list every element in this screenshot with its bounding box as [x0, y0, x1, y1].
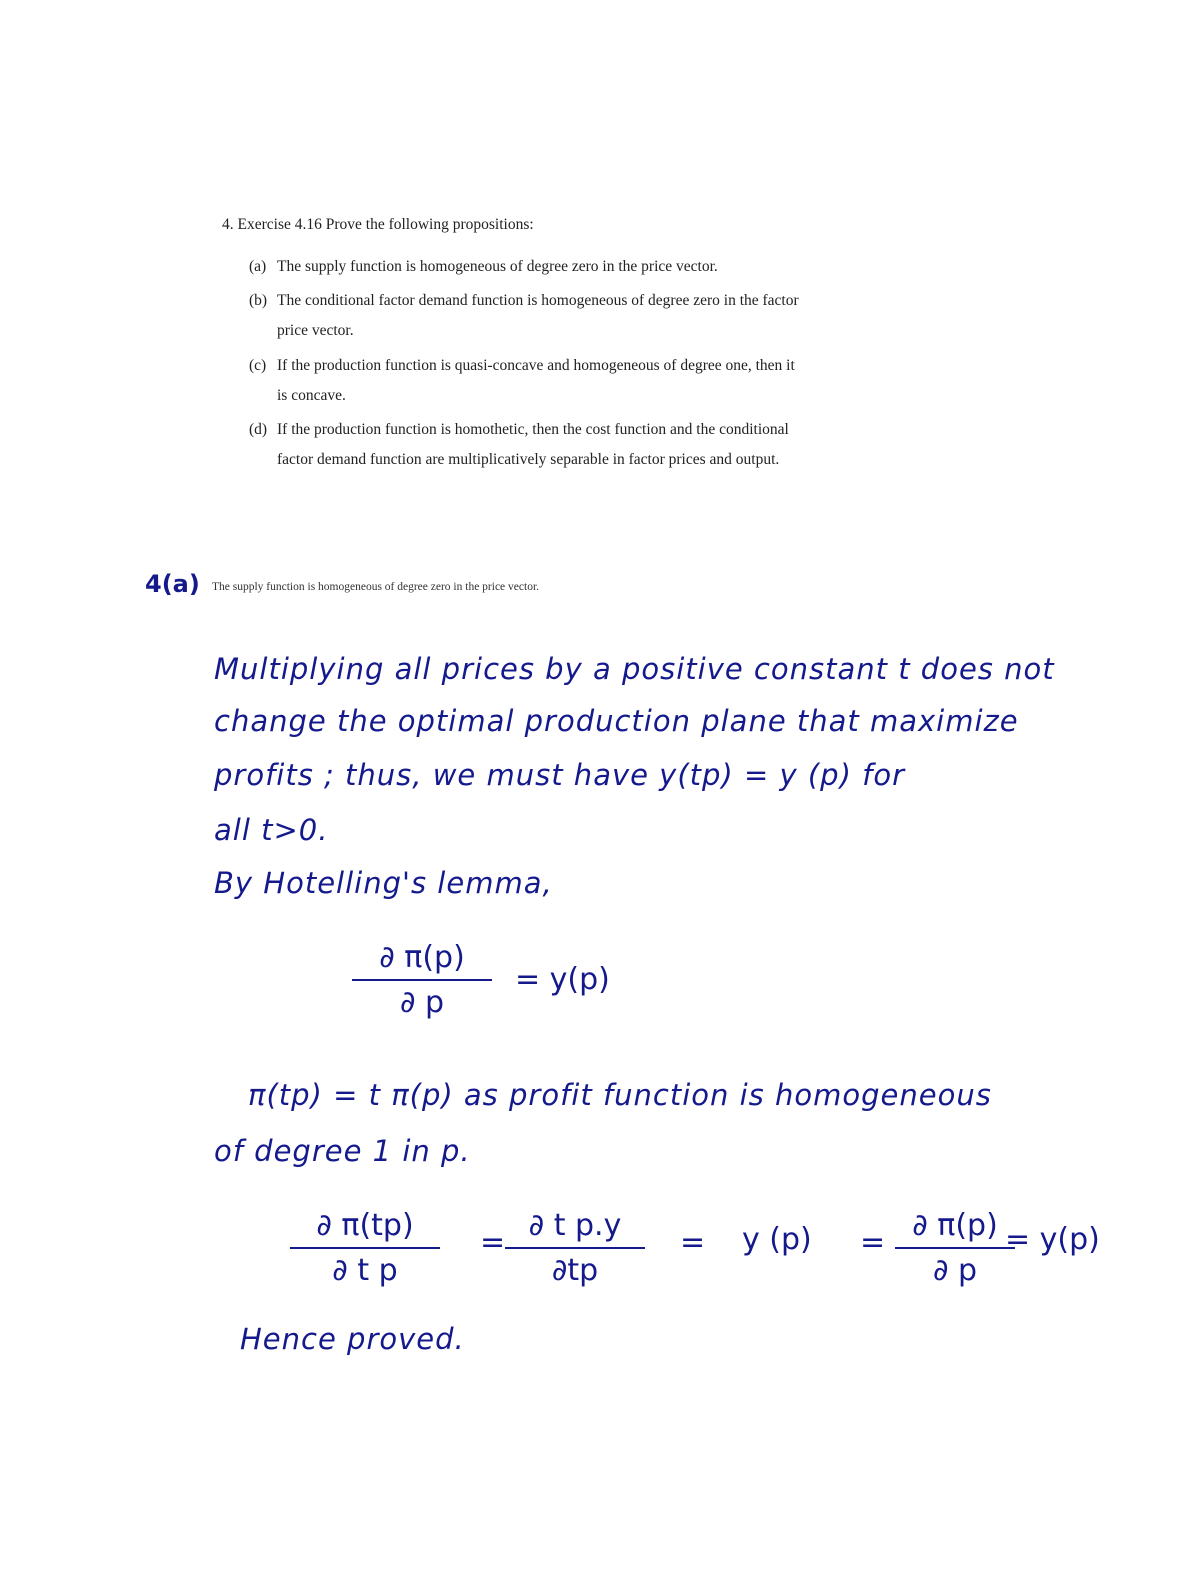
answer-line-2: change the optimal production plane that maximize — [214, 704, 1019, 738]
answer-conclusion: Hence proved. — [240, 1322, 465, 1356]
fraction-bar — [352, 979, 492, 981]
item-line: The supply function is homogeneous of degree zero in the price vector. — [277, 258, 718, 275]
answer-label: 4(a) — [145, 570, 200, 598]
fraction-denominator: ∂ p — [399, 985, 445, 1020]
derivative-fraction-1 — [290, 1208, 440, 1288]
fraction-denominator: ∂ t p — [332, 1253, 398, 1288]
question-item-a — [249, 252, 889, 282]
item-label: (c) — [249, 357, 267, 374]
derivative-fraction-3 — [895, 1208, 1015, 1288]
item-label: (a) — [249, 258, 267, 275]
answer-line-7: of degree 1 in p. — [214, 1134, 471, 1168]
item-line: price vector. — [277, 322, 354, 339]
fraction-numerator: ∂ π(p) — [379, 940, 465, 975]
answer-line-1: Multiplying all prices by a positive constant t does not — [214, 652, 1055, 686]
item-line: factor demand function are multiplicatively separable in factor prices and output. — [277, 451, 780, 468]
item-line: If the production function is quasi-concave and homogeneous of degree one, then it — [277, 357, 795, 374]
hotelling-fraction — [352, 940, 492, 1020]
question-item-b — [249, 286, 889, 346]
item-line: The conditional factor demand function is homogeneous of degree zero in the factor — [277, 292, 799, 309]
equation-tail: = y(p) — [1005, 1222, 1100, 1257]
answer-line-5: By Hotelling's lemma, — [214, 866, 553, 900]
answer-line-4: all t>0. — [214, 813, 329, 847]
fraction-denominator: ∂ p — [932, 1253, 978, 1288]
fraction-bar — [895, 1247, 1015, 1249]
fraction-numerator: ∂ π(p) — [912, 1208, 998, 1243]
hotelling-rhs: = y(p) — [515, 962, 610, 997]
equals-sign: = — [680, 1225, 706, 1260]
item-line: If the production function is homothetic, then the cost function and the conditional — [277, 421, 789, 438]
question-heading: 4. Exercise 4.16 Prove the following propositions: — [222, 216, 534, 233]
fraction-denominator: ∂tp — [551, 1253, 599, 1288]
fraction-bar — [290, 1247, 440, 1249]
equals-sign: = — [860, 1225, 886, 1260]
item-line: is concave. — [277, 387, 346, 404]
fraction-bar — [505, 1247, 645, 1249]
question-item-c — [249, 351, 889, 411]
supply-term: y (p) — [742, 1222, 812, 1257]
fraction-numerator: ∂ π(tp) — [316, 1208, 414, 1243]
question-item-d — [249, 415, 889, 475]
fraction-numerator: ∂ t p.y — [528, 1208, 622, 1243]
equals-sign: = — [480, 1225, 506, 1260]
answer-restated-prompt: The supply function is homogeneous of degree zero in the price vector. — [212, 581, 540, 593]
answer-line-3: profits ; thus, we must have y(tp) = y (p) for — [214, 758, 905, 792]
derivative-fraction-2 — [505, 1208, 645, 1288]
item-label: (b) — [249, 292, 268, 309]
answer-line-6: π(tp) = t π(p) as profit function is homogeneous — [248, 1078, 992, 1112]
item-label: (d) — [249, 421, 268, 438]
